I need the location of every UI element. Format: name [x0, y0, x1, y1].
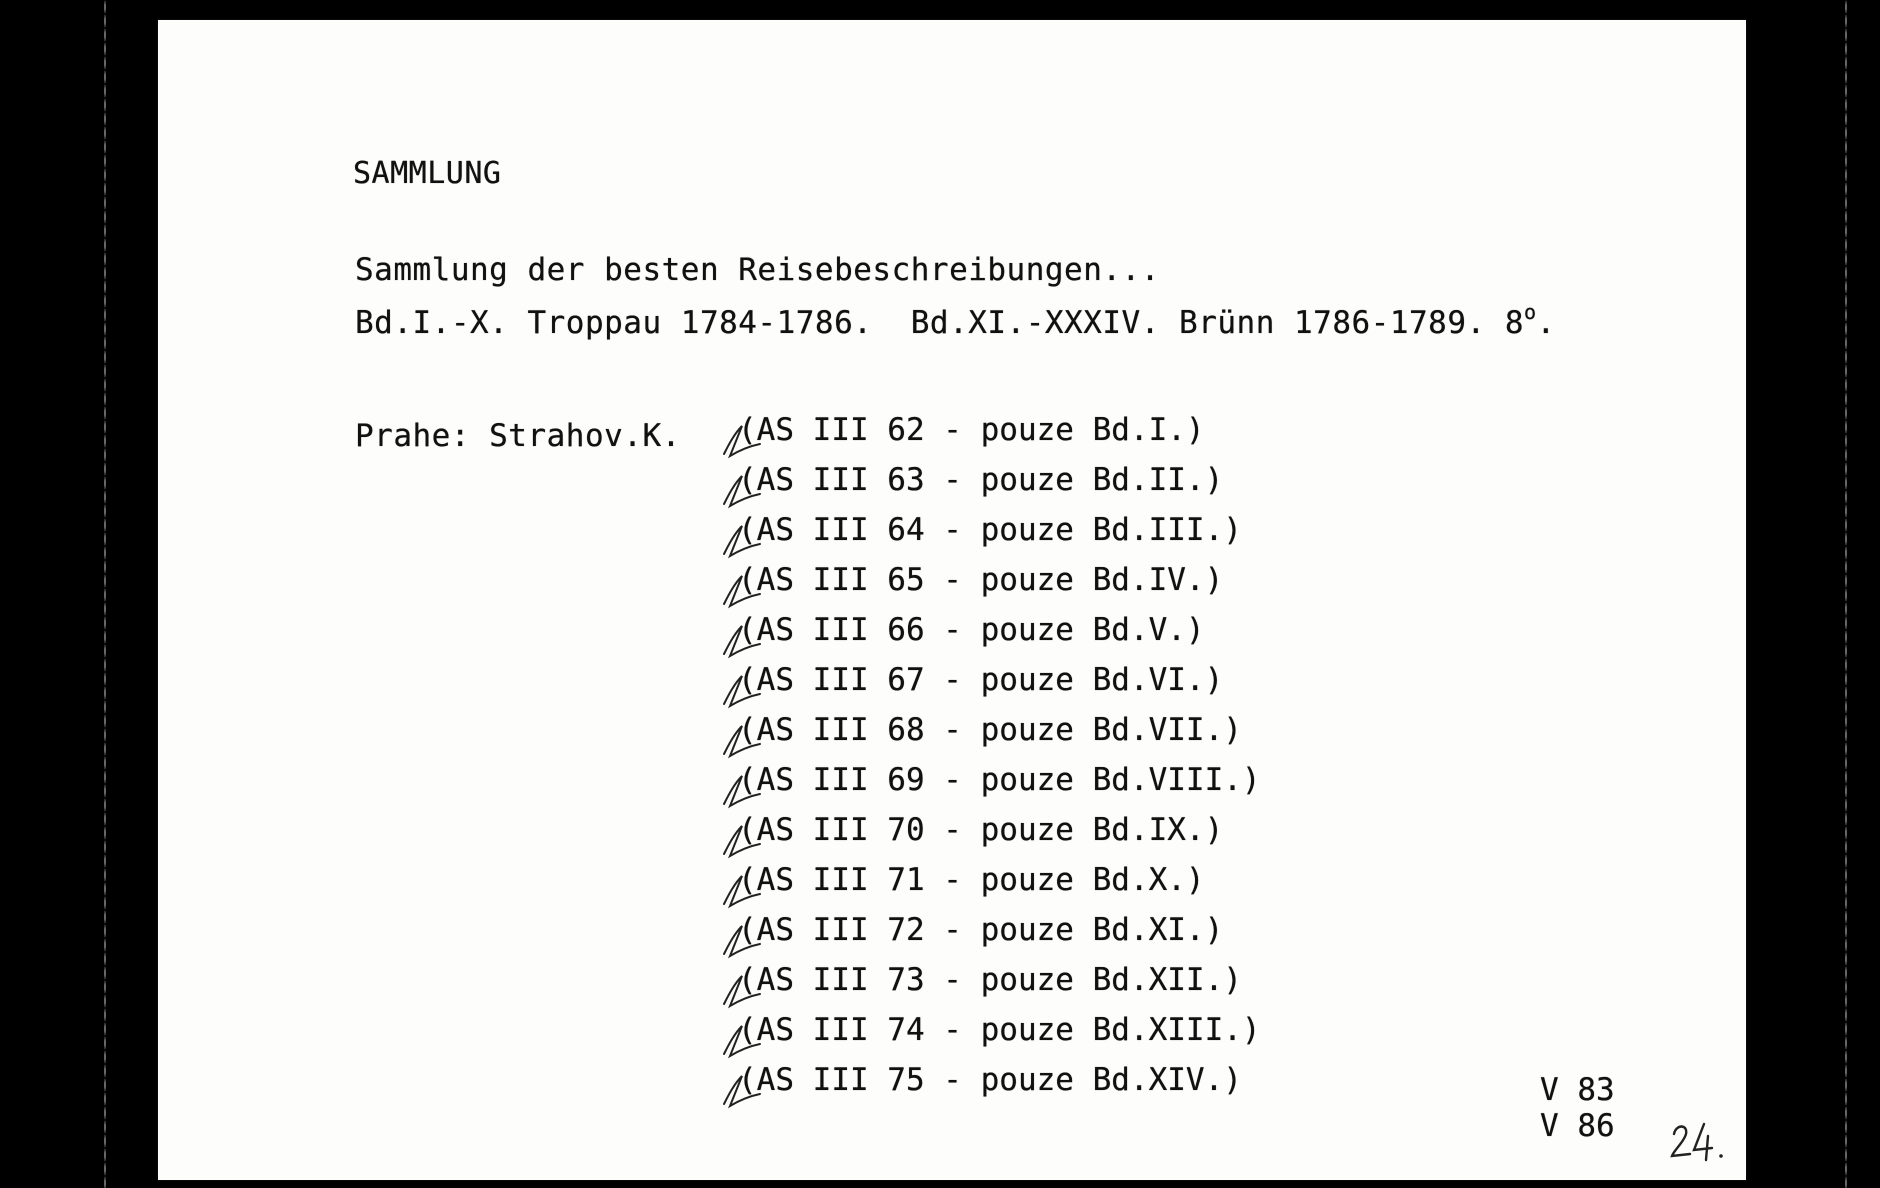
- format-degree: o: [1523, 300, 1537, 324]
- location-code: V 83: [1540, 1072, 1615, 1108]
- shelfmark-text: (AS III 62 - pouze Bd.I.): [738, 412, 1205, 448]
- shelfmark-text: (AS III 63 - pouze Bd.II.): [738, 462, 1224, 498]
- shelfmark-entry: [730, 462, 1261, 512]
- shelfmark-text: (AS III 67 - pouze Bd.VI.): [738, 662, 1224, 698]
- shelfmark-entry: [730, 912, 1261, 962]
- imprint-text: Bd.I.-X. Troppau 1784-1786. Bd.XI.-XXXIV. Brünn 1786-1789. 8: [355, 305, 1524, 341]
- location-codes: [1540, 1072, 1615, 1144]
- shelfmark-text: (AS III 70 - pouze Bd.IX.): [738, 812, 1224, 848]
- shelfmark-text: (AS III 71 - pouze Bd.X.): [738, 862, 1205, 898]
- shelfmark-text: (AS III 75 - pouze Bd.XIV.): [738, 1062, 1242, 1098]
- shelfmark-text: (AS III 66 - pouze Bd.V.): [738, 612, 1205, 648]
- card-imprint: [355, 300, 1556, 341]
- location-code: V 86: [1540, 1108, 1615, 1144]
- card-title: Sammlung der besten Reisebeschreibungen...: [355, 252, 1160, 288]
- shelfmark-entry: [730, 762, 1261, 812]
- shelfmark-text: (AS III 69 - pouze Bd.VIII.): [738, 762, 1261, 798]
- right-edge-perforation: [1845, 0, 1847, 1188]
- shelfmark-entry: [730, 562, 1261, 612]
- shelfmark-text: (AS III 74 - pouze Bd.XIII.): [738, 1012, 1261, 1048]
- shelfmark-text: (AS III 65 - pouze Bd.IV.): [738, 562, 1224, 598]
- handwritten-page-number: [1668, 1116, 1728, 1164]
- holding-library-label: Prahe: Strahov.K.: [355, 418, 681, 454]
- shelfmark-entry: [730, 862, 1261, 912]
- shelfmark-text: (AS III 72 - pouze Bd.XI.): [738, 912, 1224, 948]
- left-edge-perforation: [104, 0, 106, 1188]
- shelfmark-entry: [730, 1012, 1261, 1062]
- catalog-card: [158, 20, 1746, 1180]
- shelfmark-entry: [730, 812, 1261, 862]
- imprint-end: .: [1536, 305, 1556, 341]
- shelfmark-entry: [730, 1062, 1261, 1112]
- shelfmark-entry: [730, 712, 1261, 762]
- shelfmark-text: (AS III 73 - pouze Bd.XII.): [738, 962, 1242, 998]
- shelfmark-entry: [730, 412, 1261, 462]
- shelfmark-entry: [730, 962, 1261, 1012]
- card-heading: SAMMLUNG: [353, 156, 502, 191]
- shelfmark-text: (AS III 64 - pouze Bd.III.): [738, 512, 1242, 548]
- shelfmark-entry: [730, 612, 1261, 662]
- shelfmark-entry: [730, 662, 1261, 712]
- shelfmark-text: (AS III 68 - pouze Bd.VII.): [738, 712, 1242, 748]
- shelfmark-entry: [730, 512, 1261, 562]
- shelfmark-list: [730, 412, 1261, 1112]
